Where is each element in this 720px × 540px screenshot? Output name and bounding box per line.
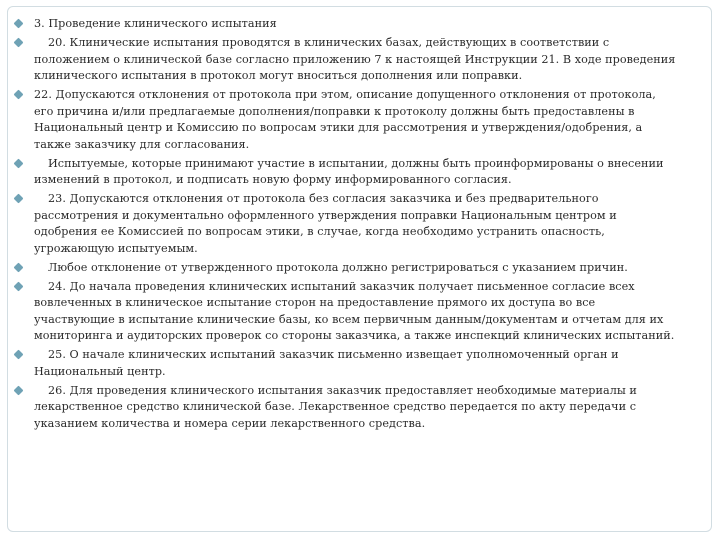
paragraph-text: 24. До начала проведения клинических испытаний заказчик получает письменное согласие всех вовлеченных в клиническое испытание сторон на предоставление прямого их доступа во все участвующие в испытание клинические базы, ко всем первичным данным/документам и отчетам для их мониторинга и аудиторских проверок со стороны заказчика, а также инспекций клинических испытаний. xyxy=(34,279,675,342)
paragraph-5 xyxy=(14,191,678,257)
paragraph-text: Любое отклонение от утвержденного протокола должно регистрироваться с указанием причин. xyxy=(48,260,628,274)
paragraph-7 xyxy=(14,279,678,345)
paragraph-6 xyxy=(14,260,678,277)
paragraph-3 xyxy=(14,87,678,153)
diamond-bullet-icon xyxy=(14,350,24,360)
paragraph-2 xyxy=(14,35,678,85)
diamond-bullet-icon xyxy=(14,262,24,272)
paragraph-8 xyxy=(14,347,678,380)
paragraph-text: 20. Клинические испытания проводятся в клинических базах, действующих в соответствии с положением о клинической базе согласно приложению 7 к настоящей Инструкции 21. В ходе проведения клинического испытания в протокол могут вноситься дополнения или поправки. xyxy=(34,36,676,82)
document-body xyxy=(14,16,678,435)
paragraph-text: 3. Проведение клинического испытания xyxy=(34,17,277,30)
paragraph-text: 23. Допускаются отклонения от протокола без согласия заказчика и без предварительного рассмотрения и документально оформленного утверждения поправки Национальным центром и одобрения ее Комиссией по вопросам этики, в случае, когда необходимо устранить опасность, угрожающую испытуемым. xyxy=(34,192,617,255)
diamond-bullet-icon xyxy=(14,90,24,100)
diamond-bullet-icon xyxy=(14,194,24,204)
diamond-bullet-icon xyxy=(14,281,24,291)
paragraph-1 xyxy=(14,16,678,33)
paragraph-text: Испытуемые, которые принимают участие в испытании, должны быть проинформированы о внесении изменений в протокол, и подписать новую форму информированного согласия. xyxy=(34,156,664,186)
paragraph-9 xyxy=(14,383,678,433)
paragraph-text: 25. О начале клинических испытаний заказчик письменно извещает уполномоченный орган и Национальный центр. xyxy=(34,348,619,378)
diamond-bullet-icon xyxy=(14,38,24,48)
paragraph-4 xyxy=(14,156,678,189)
diamond-bullet-icon xyxy=(14,158,24,168)
paragraph-text: 22. Допускаются отклонения от протокола при этом, описание допущенного отклонения от протокола, его причина и/или предлагаемые дополнения/поправки к протоколу должны быть предоставлены в Национальный центр и Комиссию по вопросам этики для рассмотрения и утверждения/одобрения, а также заказчику для согласования. xyxy=(34,88,656,151)
diamond-bullet-icon xyxy=(14,385,24,395)
diamond-bullet-icon xyxy=(14,19,24,29)
paragraph-text: 26. Для проведения клинического испытания заказчик предоставляет необходимые материалы и лекарственное средство клинической базе. Лекарственное средство передается по акту передачи с указанием количества и номера серии лекарственного средства. xyxy=(34,383,637,430)
